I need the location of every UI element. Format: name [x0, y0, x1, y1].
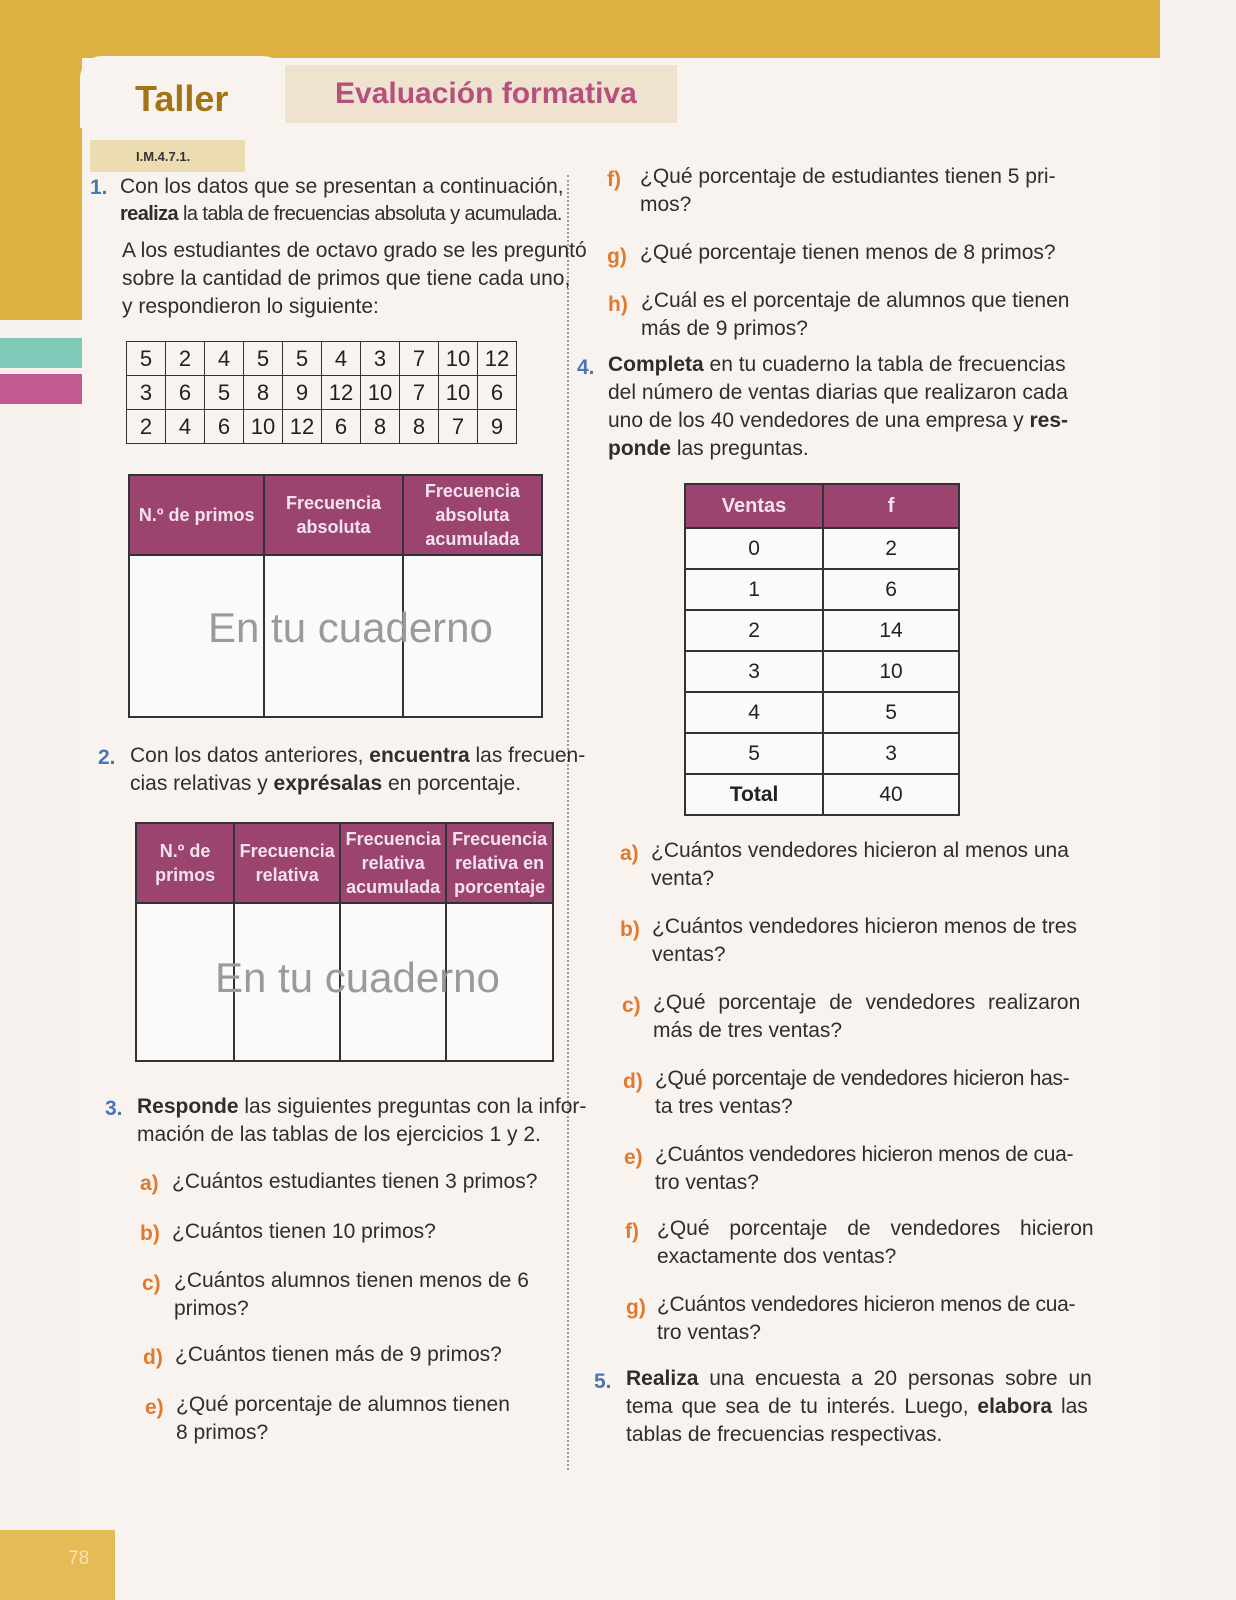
ex3-q-letter: d) — [143, 1346, 163, 1369]
ex2-l1-post: las frecuen- — [469, 744, 586, 767]
col-header: N.º de primos — [136, 823, 234, 903]
ex4-line1 — [608, 350, 1066, 379]
data-cell: 5 — [205, 376, 244, 410]
ex5-verb2: elabora — [977, 1395, 1053, 1418]
data-cell: 12 — [322, 376, 361, 410]
indicator-code: I.M.4.7.1. — [136, 149, 191, 164]
f-cell: 3 — [823, 733, 959, 774]
ex4-verb2b: ponde — [608, 437, 671, 460]
ex4-q-text: ¿Cuántos vendedores hicieron al menos una — [651, 839, 1069, 862]
ex1-line2 — [120, 200, 562, 229]
data-cell: 10 — [439, 342, 478, 376]
data-cell: 7 — [439, 410, 478, 444]
ex2-l2-pre: cias relativas y — [130, 772, 274, 795]
ex3-verb: Responde — [137, 1095, 239, 1118]
data-cell: 4 — [166, 410, 205, 444]
ex5-verb1: Realiza — [626, 1367, 699, 1390]
f-cell: 2 — [823, 528, 959, 569]
data-cell: 8 — [244, 376, 283, 410]
data-cell: 10 — [244, 410, 283, 444]
ex4-q-text-cont: ta tres ventas? — [655, 1095, 793, 1118]
ex4-q-text: ¿Qué porcentaje de vendedores realizaron — [653, 991, 1081, 1014]
ex3-q-letter: h) — [608, 293, 628, 316]
ex5-l2-post: las — [1052, 1395, 1088, 1418]
ventas-cell: 2 — [685, 610, 823, 651]
data-cell: 3 — [127, 376, 166, 410]
ex5-line2 — [626, 1392, 1088, 1421]
ex4-line4 — [608, 434, 809, 463]
data-cell: 8 — [361, 410, 400, 444]
data-row — [127, 376, 517, 410]
ex3-q-letter: b) — [140, 1222, 160, 1245]
ex4-q-text-cont: tro ventas? — [655, 1171, 759, 1194]
ex4-q-letter: g) — [626, 1296, 646, 1319]
ex3-number: 3. — [105, 1097, 123, 1120]
ex4-verb1: Completa — [608, 353, 704, 376]
ex4-l4-rest: las preguntas. — [671, 437, 809, 460]
tab-taller — [80, 56, 285, 128]
ex3-q-text-cont: más de 9 primos? — [641, 317, 808, 340]
total-label: Total — [685, 774, 823, 815]
header-row — [129, 475, 542, 555]
col-header: Frecuencia relativa en porcentaje — [446, 823, 553, 903]
ex4-q-text-cont: más de tres ventas? — [653, 1019, 843, 1042]
ex3-q-text-cont: 8 primos? — [176, 1421, 269, 1444]
data-cell: 6 — [478, 376, 517, 410]
ex1-frequency-table — [128, 474, 543, 718]
ex3-q-text-cont: mos? — [640, 193, 692, 216]
ex2-verb1: encuentra — [369, 744, 470, 767]
data-row — [127, 410, 517, 444]
data-cell: 8 — [400, 410, 439, 444]
total-value: 40 — [823, 774, 959, 815]
ex4-l3-pre: uno de los 40 vendedores de una empresa y — [608, 409, 1030, 432]
ex3-q-text: ¿Cuántos estudiantes tienen 3 primos? — [172, 1170, 538, 1193]
pink-strip — [0, 374, 82, 404]
data-cell: 9 — [283, 376, 322, 410]
en-tu-cuaderno-watermark: En tu cuaderno — [208, 604, 493, 651]
ex2-line1 — [130, 741, 585, 770]
f-cell: 14 — [823, 610, 959, 651]
ex3-q-text: ¿Qué porcentaje de estudiantes tienen 5 pri- — [640, 165, 1056, 188]
data-cell: 7 — [400, 342, 439, 376]
data-cell: 4 — [205, 342, 244, 376]
col-header: Frecuencia absoluta acumulada — [403, 475, 542, 555]
data-cell: 6 — [166, 376, 205, 410]
ex2-number: 2. — [98, 746, 116, 769]
ex3-q-letter: g) — [607, 245, 627, 268]
header-row — [136, 823, 553, 903]
ex4-line2: del número de ventas diarias que realizaron cada — [608, 381, 1068, 404]
ventas-cell: 4 — [685, 692, 823, 733]
ex3-q-text-cont: primos? — [174, 1297, 249, 1320]
table-row — [685, 651, 959, 692]
ventas-table — [684, 483, 960, 816]
ex4-q-text-cont: ventas? — [652, 943, 726, 966]
tab-evaluacion-formativa — [285, 65, 677, 123]
col-header: f — [823, 484, 959, 528]
data-cell: 3 — [361, 342, 400, 376]
ex3-line1 — [137, 1092, 586, 1121]
ex5-l2-pre: tema que sea de tu interés. Luego, — [626, 1395, 978, 1418]
ex4-q-text: ¿Cuántos vendedores hicieron menos de cua- — [655, 1143, 1074, 1166]
total-row — [685, 774, 959, 815]
ex3-q-text: ¿Qué porcentaje de alumnos tienen — [176, 1393, 510, 1416]
data-cell: 7 — [400, 376, 439, 410]
header-row — [685, 484, 959, 528]
ex1-para-l1: A los estudiantes de octavo grado se les preguntó — [122, 239, 587, 262]
col-header: N.º de primos — [129, 475, 264, 555]
table-row — [685, 692, 959, 733]
data-cell: 5 — [127, 342, 166, 376]
col-header: Frecuencia relativa acumulada — [340, 823, 446, 903]
primos-data-grid — [126, 341, 517, 444]
ex4-q-text-cont: tro ventas? — [657, 1321, 761, 1344]
ex4-q-letter: c) — [622, 994, 641, 1017]
page-number-box — [0, 1530, 115, 1600]
data-cell: 10 — [439, 376, 478, 410]
data-row — [127, 342, 517, 376]
ex4-q-text: ¿Cuántos vendedores hicieron menos de cua- — [657, 1293, 1076, 1316]
data-cell: 5 — [244, 342, 283, 376]
data-cell: 2 — [127, 410, 166, 444]
data-cell: 5 — [283, 342, 322, 376]
data-cell: 12 — [478, 342, 517, 376]
ex3-q-letter: a) — [140, 1172, 159, 1195]
ex4-verb2a: res- — [1029, 409, 1068, 432]
en-tu-cuaderno-watermark: En tu cuaderno — [215, 954, 500, 1001]
ventas-cell: 3 — [685, 651, 823, 692]
evaluacion-label: Evaluación formativa — [335, 77, 637, 110]
ex4-q-letter: e) — [624, 1146, 643, 1169]
ex4-line3 — [608, 406, 1068, 435]
col-header: Frecuencia relativa — [234, 823, 340, 903]
ex1-line2-rest: la tabla de frecuencias absoluta y acumulada. — [178, 203, 562, 225]
table-row — [685, 569, 959, 610]
indicator-code-box — [90, 140, 245, 172]
col-header: Frecuencia absoluta — [264, 475, 402, 555]
ex2-frequency-table — [135, 822, 554, 1062]
ex1-frequency-table-wrap — [128, 474, 543, 718]
table-row — [685, 528, 959, 569]
ex4-q-letter: f) — [625, 1220, 639, 1243]
ex3-l1-rest: las siguientes preguntas con la infor- — [238, 1095, 587, 1118]
table-row — [685, 610, 959, 651]
f-cell: 10 — [823, 651, 959, 692]
data-cell: 9 — [478, 410, 517, 444]
ex2-l1-pre: Con los datos anteriores, — [130, 744, 370, 767]
ex2-l2-post: en porcentaje. — [382, 772, 522, 795]
column-divider — [567, 175, 569, 1470]
ex2-line2 — [130, 769, 521, 798]
data-cell: 2 — [166, 342, 205, 376]
ex4-q-letter: a) — [620, 842, 639, 865]
data-cell: 6 — [322, 410, 361, 444]
ex3-q-letter: c) — [142, 1272, 161, 1295]
ventas-cell: 0 — [685, 528, 823, 569]
f-cell: 5 — [823, 692, 959, 733]
ex4-q-letter: b) — [620, 918, 640, 941]
ex5-number: 5. — [594, 1370, 612, 1393]
ex4-q-text: ¿Qué porcentaje de vendedores hicieron — [657, 1217, 1094, 1240]
data-cell: 4 — [322, 342, 361, 376]
ex4-number: 4. — [577, 356, 595, 379]
table-row — [685, 733, 959, 774]
ex3-q-text: ¿Cuál es el porcentaje de alumnos que tienen — [641, 289, 1070, 312]
ex3-q-letter: f) — [607, 168, 621, 191]
ex4-l1-rest: en tu cuaderno la tabla de frecuencias — [703, 353, 1066, 376]
ex4-q-text: ¿Cuántos vendedores hicieron menos de tres — [652, 915, 1077, 938]
ex3-q-text: ¿Qué porcentaje tienen menos de 8 primos? — [640, 241, 1056, 264]
ex1-number: 1. — [90, 176, 108, 199]
ex4-q-text: ¿Qué porcentaje de vendedores hicieron has- — [655, 1067, 1070, 1090]
f-cell: 6 — [823, 569, 959, 610]
ex3-q-text: ¿Cuántos tienen 10 primos? — [172, 1220, 436, 1243]
ex4-q-text-cont: venta? — [651, 867, 715, 890]
ex5-line3: tablas de frecuencias respectivas. — [626, 1423, 943, 1446]
ex3-q-text: ¿Cuántos alumnos tienen menos de 6 — [174, 1269, 529, 1292]
ex1-para-l2: sobre la cantidad de primos que tiene cada uno, — [122, 267, 571, 290]
ex4-q-letter: d) — [623, 1070, 643, 1093]
taller-label: Taller — [135, 78, 229, 119]
ex2-verb2: exprésalas — [273, 772, 383, 795]
ex1-verb: realiza — [120, 203, 179, 225]
data-cell: 10 — [361, 376, 400, 410]
ex3-line2: mación de las tablas de los ejercicios 1 y 2. — [137, 1123, 541, 1146]
ex4-q-text-cont: exactamente dos ventas? — [657, 1245, 897, 1268]
page-number: 78 — [68, 1548, 90, 1569]
teal-strip — [0, 338, 82, 368]
col-header: Ventas — [685, 484, 823, 528]
data-cell: 6 — [205, 410, 244, 444]
ex5-l1-rest: una encuesta a 20 personas sobre un — [698, 1367, 1092, 1390]
ex1-para-l3: y respondieron lo siguiente: — [122, 295, 379, 318]
ventas-cell: 5 — [685, 733, 823, 774]
ventas-cell: 1 — [685, 569, 823, 610]
ex1-line1: Con los datos que se presentan a continuación, — [120, 175, 564, 198]
ex2-frequency-table-wrap — [135, 822, 554, 1062]
data-cell: 12 — [283, 410, 322, 444]
ex3-q-text: ¿Cuántos tienen más de 9 primos? — [175, 1343, 502, 1366]
ex3-q-letter: e) — [145, 1396, 164, 1419]
ex5-line1 — [626, 1364, 1092, 1393]
